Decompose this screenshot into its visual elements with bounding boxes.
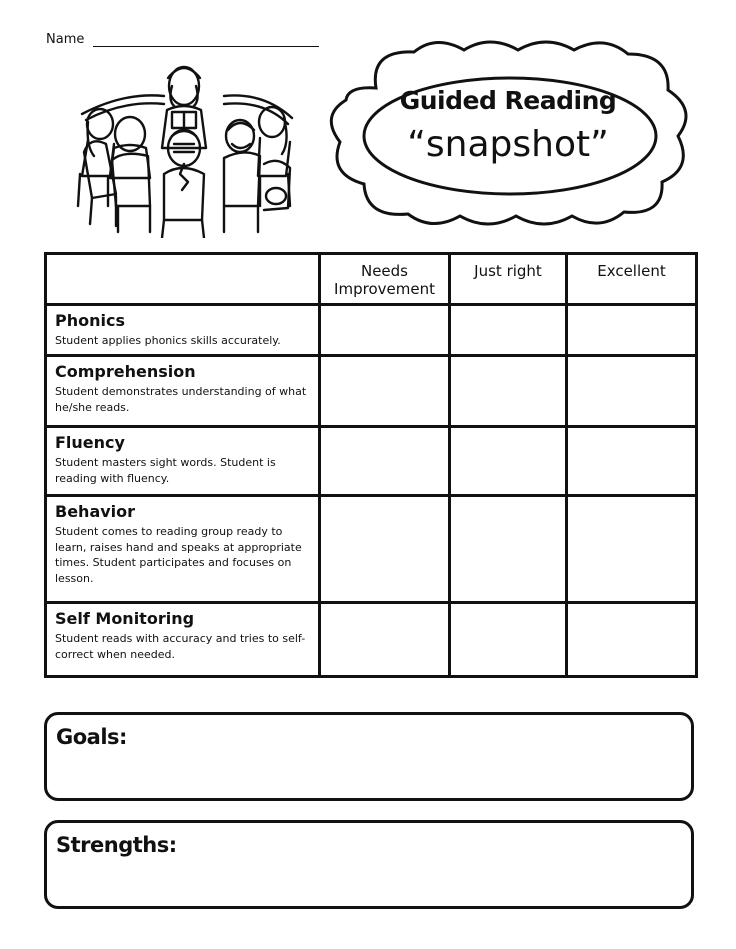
rating-cell-excellent[interactable] <box>567 305 697 356</box>
skill-name: Behavior <box>55 502 136 521</box>
skill-description: Student comes to reading group ready to learn, raises hand and speaks at appropriate times. Student participates and focuses on lesson. <box>55 525 302 585</box>
rating-cell-just-right[interactable] <box>450 427 567 496</box>
column-header-needs-improvement: Needs Improvement <box>320 254 450 305</box>
rating-cell-just-right[interactable] <box>450 356 567 427</box>
skill-description: Student applies phonics skills accurately. <box>55 334 281 347</box>
skill-cell <box>46 496 320 603</box>
skill-description: Student demonstrates understanding of what he/she reads. <box>55 385 307 414</box>
strengths-label: Strengths: <box>56 833 177 857</box>
skill-name: Self Monitoring <box>55 609 195 628</box>
goals-label: Goals: <box>56 725 127 749</box>
title-guided-reading: Guided Reading <box>399 86 617 115</box>
rating-cell-needs-improvement[interactable] <box>320 356 450 427</box>
rating-cell-just-right[interactable] <box>450 305 567 356</box>
goals-box[interactable] <box>44 712 694 801</box>
table-row-self-monitoring <box>46 603 697 677</box>
table-header-row <box>46 254 697 305</box>
rating-cell-needs-improvement[interactable] <box>320 427 450 496</box>
rating-cell-just-right[interactable] <box>450 603 567 677</box>
skill-description: Student masters sight words. Student is reading with fluency. <box>55 456 276 485</box>
rating-cell-excellent[interactable] <box>567 427 697 496</box>
rating-cell-excellent[interactable] <box>567 356 697 427</box>
rating-cell-excellent[interactable] <box>567 603 697 677</box>
skill-name: Fluency <box>55 433 125 452</box>
skill-cell <box>46 427 320 496</box>
rating-cell-just-right[interactable] <box>450 496 567 603</box>
table-row-comprehension <box>46 356 697 427</box>
title <box>318 36 698 232</box>
reading-group-illustration <box>64 56 304 238</box>
rating-cell-excellent[interactable] <box>567 496 697 603</box>
table-row-behavior <box>46 496 697 603</box>
rating-cell-needs-improvement[interactable] <box>320 603 450 677</box>
title-snapshot: “snapshot” <box>407 124 609 165</box>
table-row-phonics <box>46 305 697 356</box>
rating-cell-needs-improvement[interactable] <box>320 305 450 356</box>
rating-cell-needs-improvement[interactable] <box>320 496 450 603</box>
skill-name: Comprehension <box>55 362 196 381</box>
name-input-line[interactable] <box>93 34 319 47</box>
header-blank-cell <box>46 254 320 305</box>
column-header-excellent: Excellent <box>567 254 697 305</box>
strengths-box[interactable] <box>44 820 694 909</box>
rubric-table <box>44 252 698 678</box>
skill-description: Student reads with accuracy and tries to self-correct when needed. <box>55 632 306 661</box>
name-field <box>46 32 319 47</box>
skill-cell <box>46 356 320 427</box>
name-label: Name <box>46 32 85 47</box>
column-header-just-right: Just right <box>450 254 567 305</box>
table-row-fluency <box>46 427 697 496</box>
skill-name: Phonics <box>55 311 125 330</box>
skill-cell <box>46 603 320 677</box>
skill-cell <box>46 305 320 356</box>
